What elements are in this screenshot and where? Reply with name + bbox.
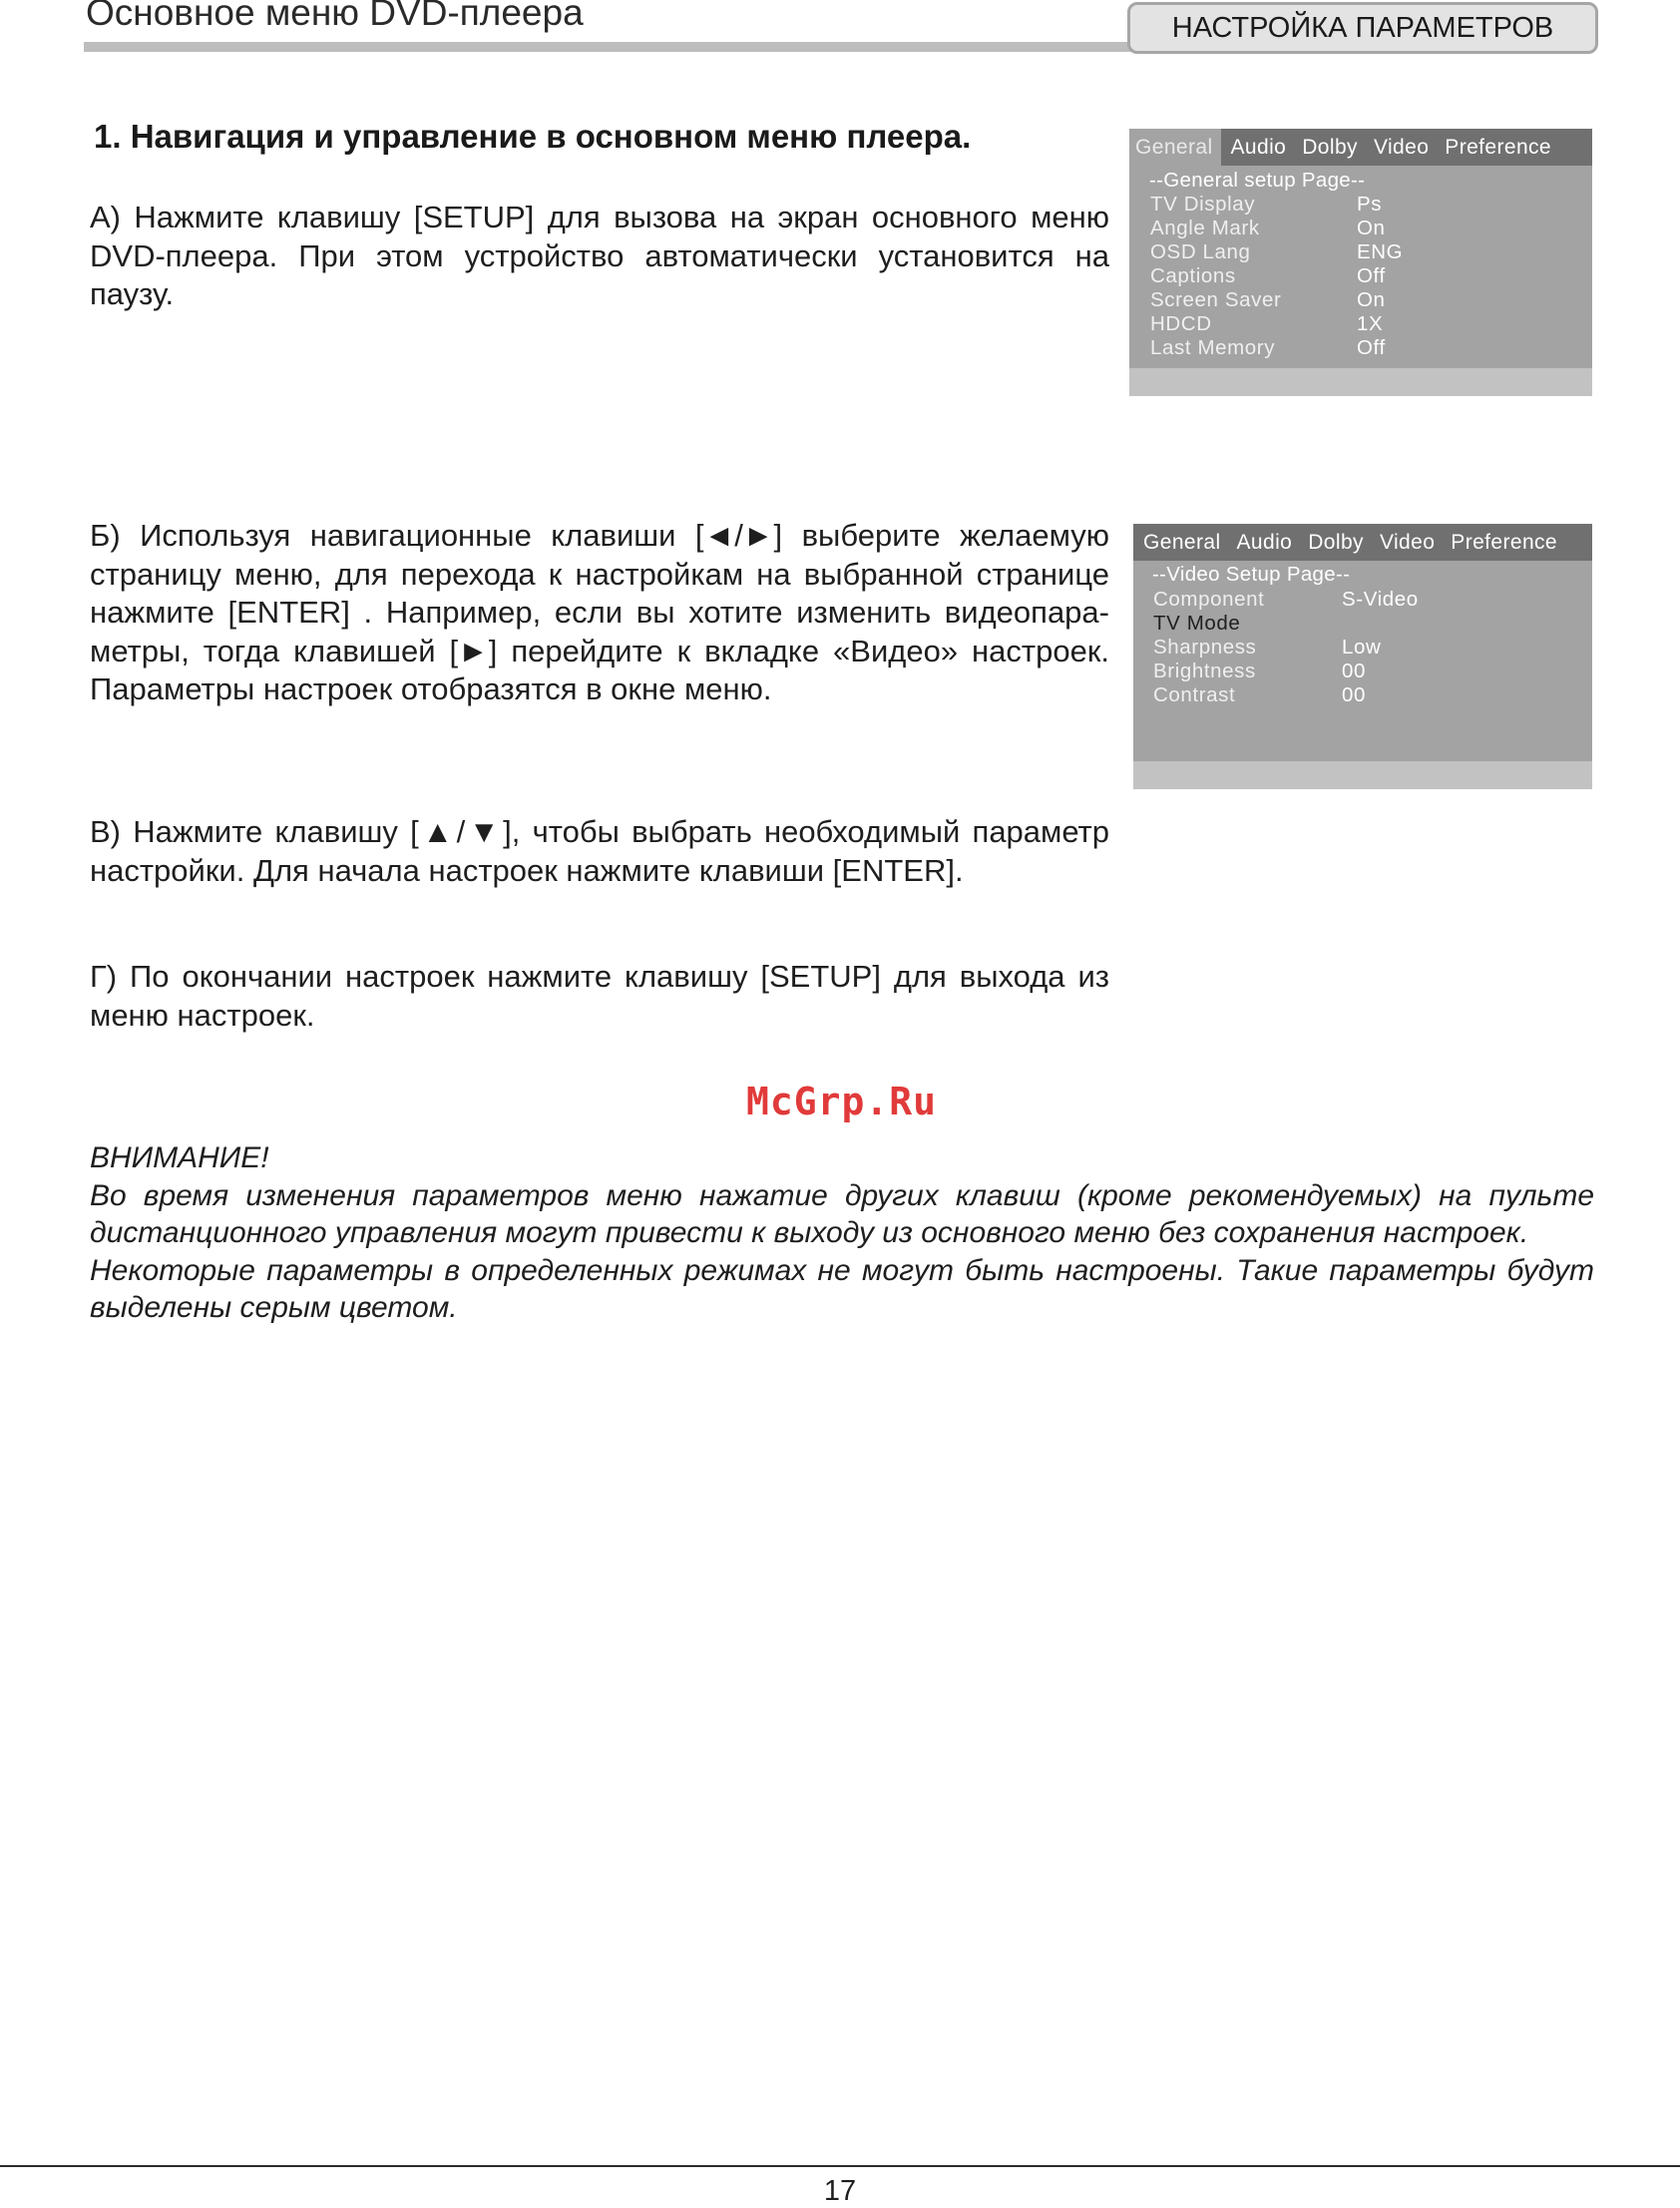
- osd-row-label: Sharpness: [1153, 636, 1257, 659]
- watermark: McGrp.Ru: [746, 1080, 938, 1123]
- osd-tab-audio: Audio: [1230, 135, 1287, 159]
- osd-row-value: S-Video: [1342, 588, 1419, 611]
- osd-row-label: HDCD: [1150, 312, 1212, 335]
- osd-footer-bar: [1129, 368, 1592, 396]
- paragraph-a: А) Нажмите клавишу [SETUP] для вызова на экран основного меню DVD-плеера. При этом устройство автоматически установится на паузу.: [90, 200, 1109, 311]
- osd-footer-bar: [1133, 761, 1592, 789]
- osd-row-value: 00: [1342, 660, 1367, 682]
- osd-row-value: On: [1357, 217, 1386, 239]
- footer-divider: [0, 2165, 1680, 2167]
- notice-text: Некоторые параметры в определенных режимах не могут быть настроены. Такие параметры будут выделены серым цветом.: [90, 1253, 1594, 1324]
- section-heading: 1. Навигация и управление в основном меню плеера.: [94, 118, 972, 155]
- notice-title: ВНИМАНИЕ!: [90, 1141, 269, 1174]
- osd-row-label: Contrast: [1153, 683, 1236, 706]
- osd-row-label: OSD Lang: [1150, 240, 1251, 263]
- header-divider: [84, 42, 1131, 52]
- paragraph-b: Б) Используя навигационные клавиши [◄/►] выберите желаемую страницу меню, для перехода к настройкам на выбранной странице нажмите [ENTER] . Например, если вы хотите изменить видеопара-метры, тогда клавишей [►] перейдите к вкладке «Видео» настроек. Параметры настроек отобразятся в окне меню.: [90, 518, 1109, 706]
- osd-row-value: 00: [1342, 683, 1367, 706]
- osd-row-label: Angle Mark: [1150, 217, 1260, 239]
- osd-tab-preference: Preference: [1445, 135, 1552, 159]
- osd-row-value: Low: [1342, 636, 1382, 659]
- osd-row-value: On: [1357, 288, 1386, 311]
- osd-general-setup-menu: [1129, 129, 1592, 396]
- osd-row-label: Captions: [1150, 264, 1236, 287]
- osd-row-value: ENG: [1357, 240, 1404, 263]
- osd-tab-audio: Audio: [1236, 530, 1293, 554]
- header-title: Основное меню DVD-плеера: [86, 0, 584, 33]
- notice-text: Во время изменения параметров меню нажатие других клавиш (кроме рекомендуемых) на пульте дистанционного управления могут привести к выходу из основного меню без сохранения настроек.: [90, 1178, 1594, 1249]
- osd-row-label: TV Display: [1150, 193, 1256, 216]
- paragraph-c: В) Нажмите клавишу [▲/▼], чтобы выбрать необходимый параметр настройки. Для начала настроек нажмите клавиши [ENTER].: [90, 814, 1109, 888]
- osd-tab-general: General: [1143, 530, 1221, 554]
- osd-tab-video: Video: [1379, 530, 1436, 554]
- page-number: 17: [823, 2175, 857, 2207]
- osd-row-label: Screen Saver: [1150, 288, 1282, 311]
- osd-row-value: Off: [1357, 264, 1386, 287]
- osd-row-label: Last Memory: [1150, 336, 1276, 359]
- osd-row-label: Component: [1153, 588, 1265, 611]
- osd-tab-general: General: [1129, 129, 1221, 166]
- paragraph-d: Г) По окончании настроек нажмите клавишу [SETUP] для выхода из меню настроек.: [90, 959, 1109, 1033]
- osd-tab-preference: Preference: [1451, 530, 1558, 554]
- osd-row-label: Brightness: [1153, 660, 1256, 682]
- osd-tab-video: Video: [1373, 135, 1430, 159]
- osd-row-value: Off: [1357, 336, 1386, 359]
- notice-block: [90, 1139, 1594, 1327]
- section-tab: НАСТРОЙКА ПАРАМЕТРОВ: [1127, 2, 1598, 54]
- osd-page-title: --Video Setup Page--: [1152, 563, 1351, 586]
- osd-video-setup-menu: [1133, 524, 1592, 789]
- osd-tab-bar: [1129, 129, 1592, 166]
- osd-tab-dolby: Dolby: [1308, 530, 1364, 554]
- osd-row-value: Ps: [1357, 193, 1383, 216]
- osd-page-title: --General setup Page--: [1149, 169, 1366, 192]
- osd-tab-bar: [1133, 524, 1592, 561]
- osd-row-label: TV Mode: [1153, 612, 1241, 635]
- osd-row-value: 1X: [1357, 312, 1384, 335]
- osd-tab-dolby: Dolby: [1302, 135, 1358, 159]
